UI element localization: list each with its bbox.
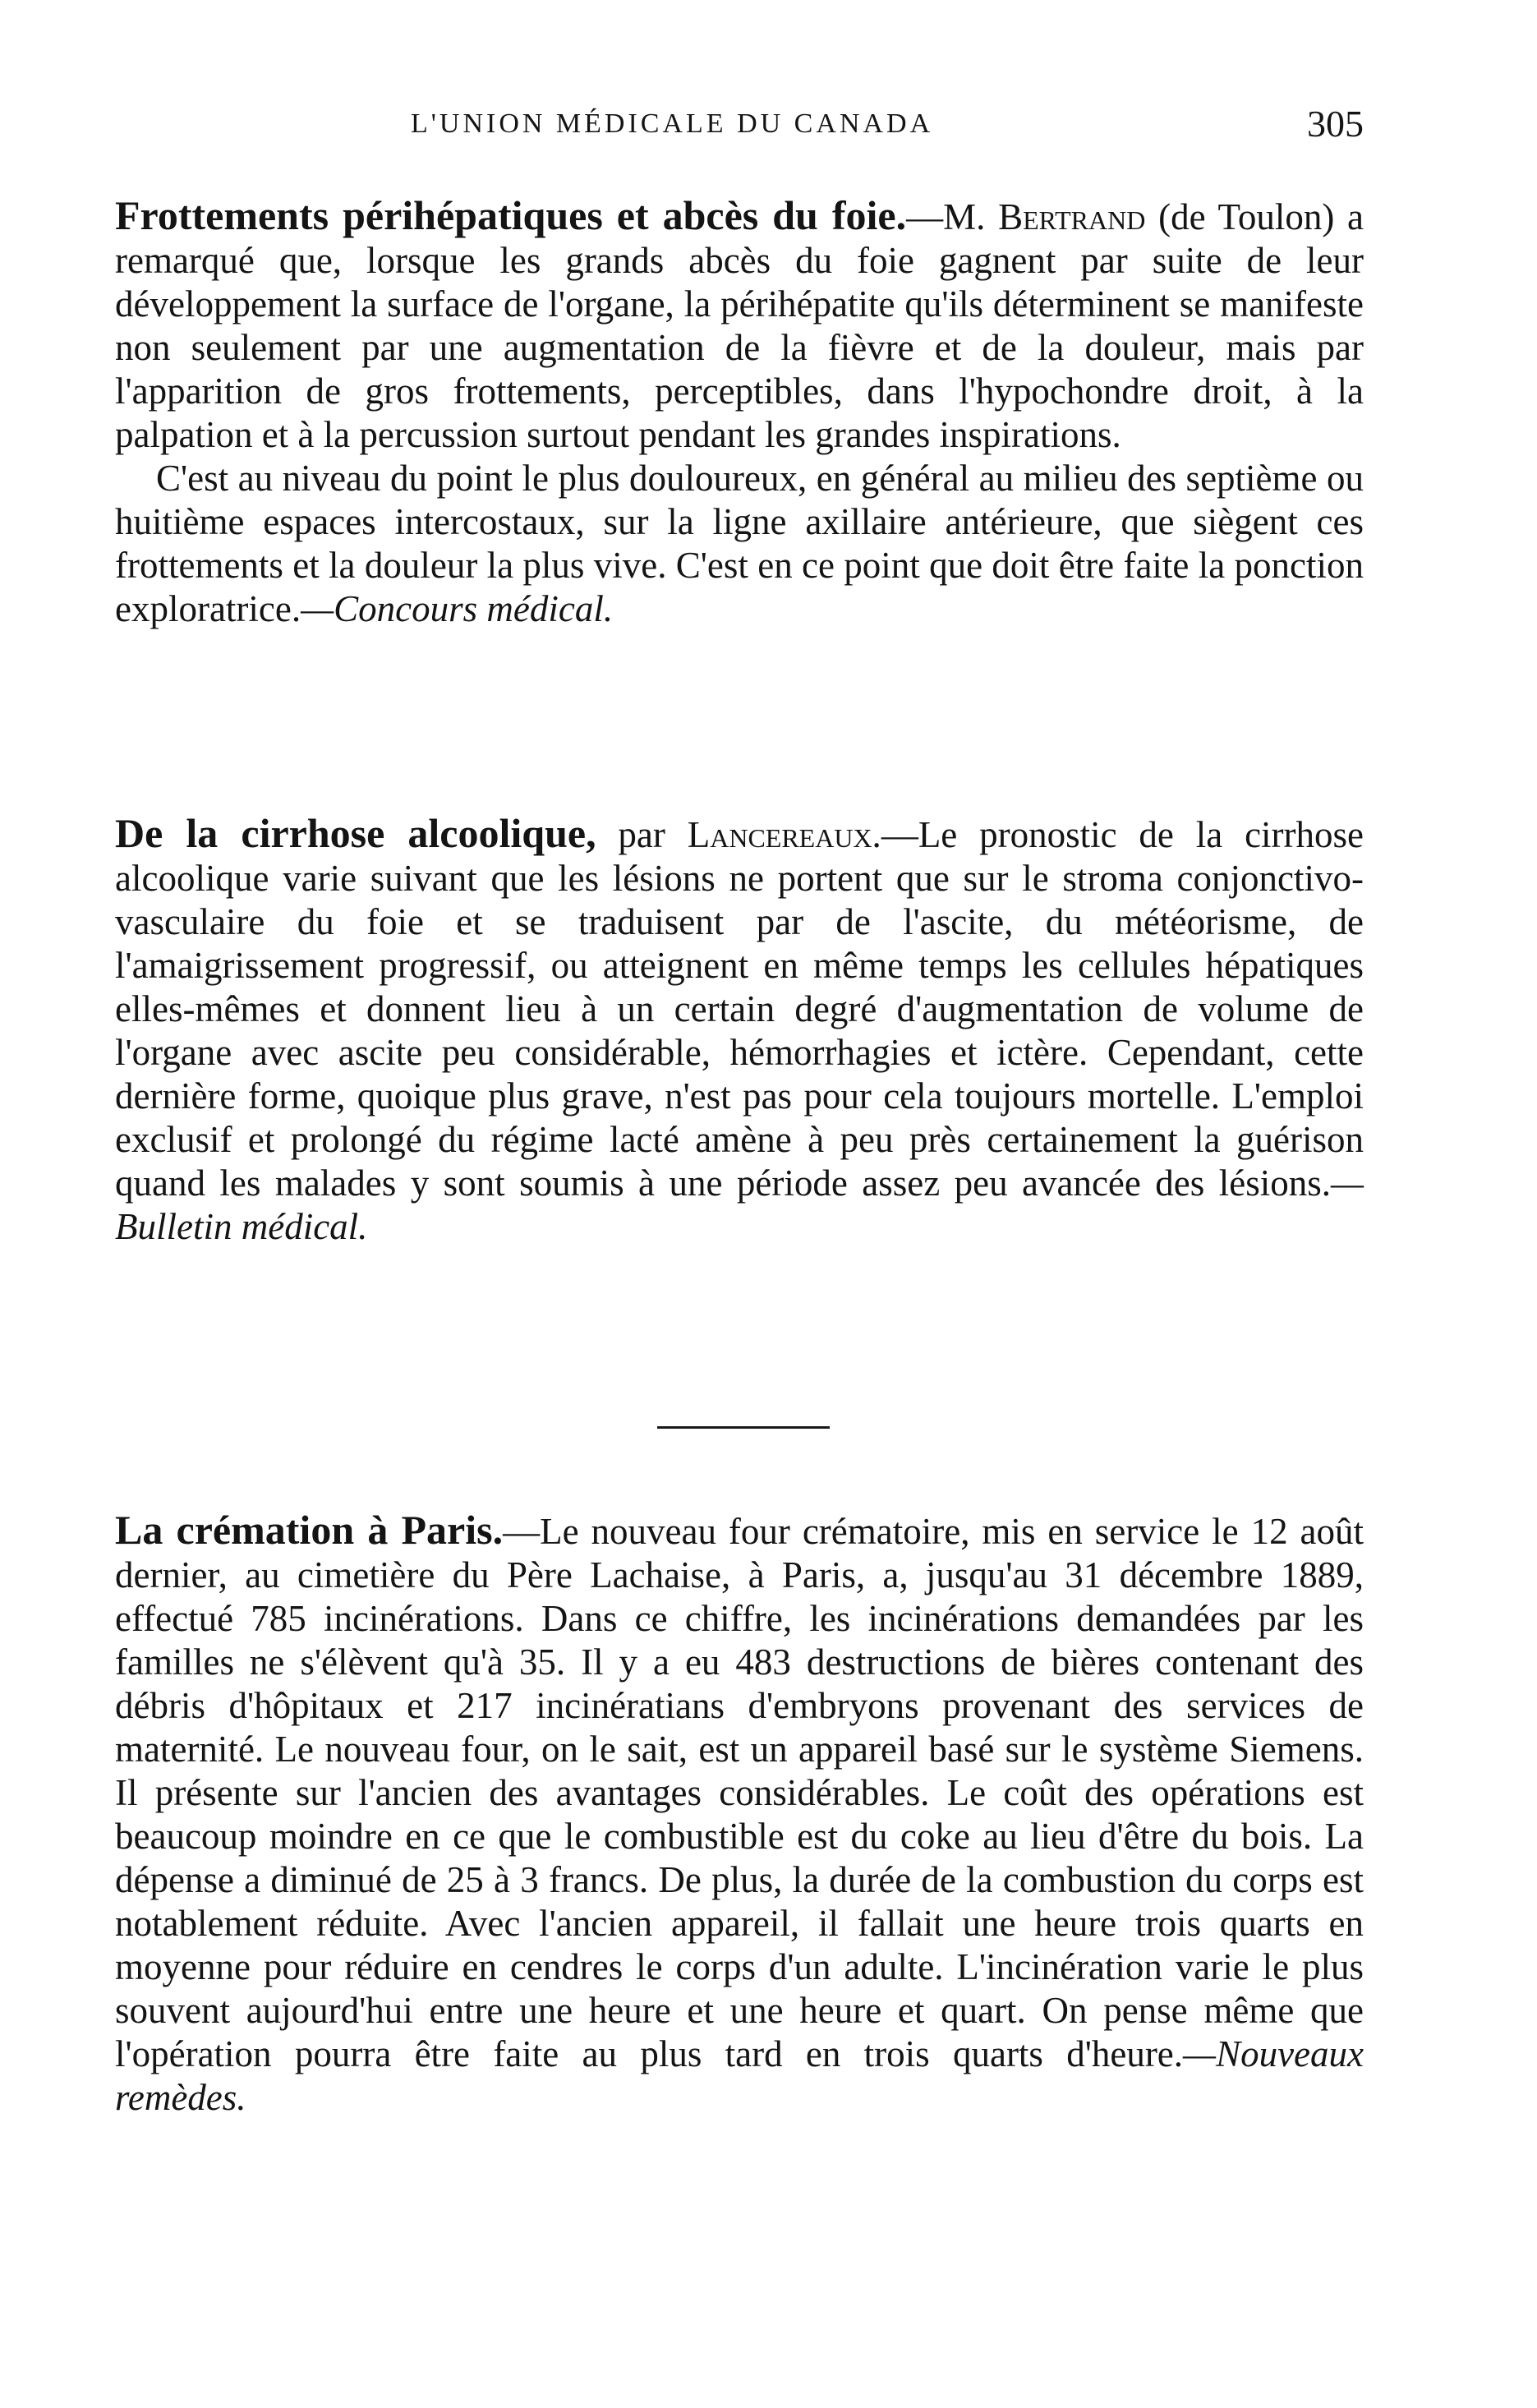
article-heading: La crémation à Paris. (115, 1507, 504, 1553)
article-source: —Bulletin médical. (115, 1163, 1364, 1247)
article-source: —Concours médical. (301, 588, 614, 629)
article-heading: Frottements périhépatiques et abcès du foie. (115, 192, 907, 238)
article-frottements (115, 194, 1364, 631)
page-number: 305 (1307, 103, 1364, 145)
section-divider (657, 1426, 830, 1429)
article-author: Lancereaux. (687, 814, 881, 855)
running-title: L'UNION MÉDICALE DU CANADA (411, 108, 934, 139)
article-cirrhose (115, 812, 1364, 1249)
article-paragraph (115, 457, 1364, 631)
heading-dash: — (906, 196, 944, 237)
article-source: —Nouveaux remèdes. (115, 2033, 1364, 2118)
article-paragraph (115, 194, 1364, 457)
article-cremation (115, 1508, 1364, 2120)
article-body: —Le pronostic de la cirrhose alcoolique varie suivant que les lésions ne portent que sur le stroma conjonctivo-vasculaire du foie et se traduisent par de l'ascite, du météorisme, de l'amaigrissement progressif, ou atteignent en même temps les cellules hépatiques elles-mêmes et donnent lieu à un certain degré d'augmentation de volume de l'organe avec ascite peu considérable, hémorrhagies et ictère. Cependant, cette dernière forme, quoique plus grave, n'est pas pour cela toujours mortelle. L'emploi exclusif et prolongé du régime lacté amène à peu près certainement la guérison quand les malades y sont soumis à une période assez peu avancée des lésions. (115, 814, 1364, 1204)
article-body: —Le nouveau four crématoire, mis en service le 12 août dernier, au cimetière du Père Lachaise, à Paris, a, jusqu'au 31 décembre 1889, effectué 785 incinérations. Dans ce chiffre, les incinérations demandées par les familles ne s'élèvent qu'à 35. Il y a eu 483 destructions de bières contenant des débris d'hôpitaux et 217 incinératians d'embryons provenant des services de maternité. Le nouveau four, on le sait, est un appareil basé sur le système Siemens. Il présente sur l'ancien des avantages considérables. Le coût des opérations est beaucoup moindre en ce que le combustible est du coke au lieu d'être du bois. La dépense a diminué de 25 à 3 francs. De plus, la durée de la combustion du corps est notablement réduite. Avec l'ancien appareil, il fallait une heure trois quarts en moyenne pour réduire en cendres le corps d'un adulte. L'incinération varie le plus souvent aujourd'hui entre une heure et une heure et quart. On pense même que l'opération pourra être faite au plus tard en trois quarts d'heure. (115, 1511, 1364, 2074)
article-author: M. Bertrand (943, 196, 1146, 237)
article-paragraph (115, 1508, 1364, 2120)
article-paragraph (115, 812, 1364, 1249)
article-heading: De la cirrhose alcoolique, (115, 810, 596, 856)
page-header (115, 103, 1364, 158)
article-body: C'est au niveau du point le plus douloureux, en général au milieu des septième ou huitième espaces intercostaux, sur la ligne axillaire antérieure, que siègent ces frottements et la douleur la plus vive. C'est en ce point que doit être faite la ponction exploratrice. (115, 458, 1364, 629)
author-prefix: par (596, 814, 688, 855)
article-body: (de Toulon) a remarqué que, lorsque les grands abcès du foie gagnent par suite de leur développement la surface de l'organe, la périhépatite qu'ils déterminent se manifeste non seulement par une augmentation de la fièvre et de la douleur, mais par l'apparition de gros frottements, perceptibles, dans l'hypochondre droit, à la palpation et à la percussion surtout pendant les grandes inspirations. (115, 196, 1364, 455)
